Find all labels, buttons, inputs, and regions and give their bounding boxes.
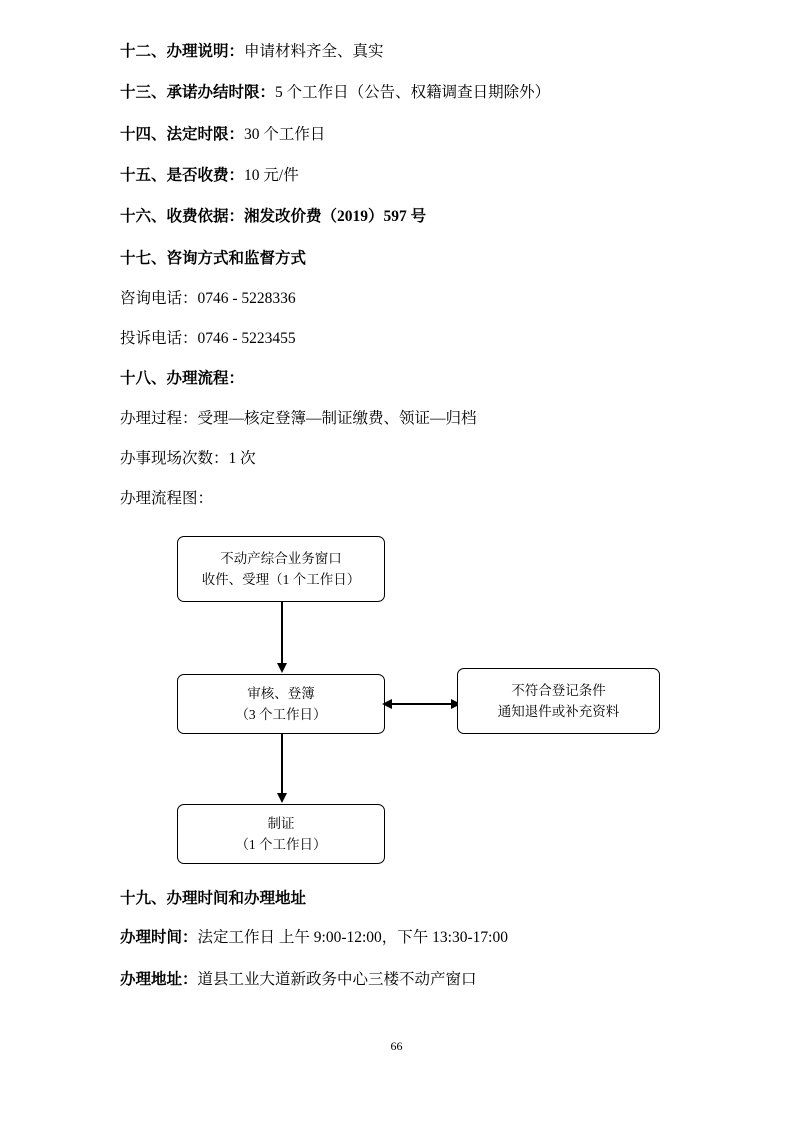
item-value: 30 个工作日	[244, 125, 326, 143]
arrow-receive-to-review	[281, 602, 283, 664]
item-value: 5 个工作日（公告、权籍调查日期除外）	[275, 84, 551, 102]
flow-node-reject-line2: 通知退件或补充资料	[497, 704, 620, 720]
office-address-row	[120, 968, 688, 991]
flow-node-reject-line1: 不符合登记条件	[511, 682, 606, 698]
item-label: 十六、收费依据：	[120, 208, 245, 225]
flow-node-review-line1: 审核、登簿	[247, 685, 315, 701]
flow-node-certificate	[177, 804, 385, 864]
item-value: 湘发改价费（2019）597 号	[244, 208, 427, 225]
flow-node-reject	[457, 668, 660, 734]
flow-node-review-line2: （3 个工作日）	[235, 707, 327, 723]
item-row	[120, 123, 688, 146]
arrow-review-reject	[392, 703, 451, 705]
contact-phone-line: 咨询电话：0746 - 5228336	[120, 290, 296, 308]
page-number: 66	[390, 1039, 403, 1053]
item-row	[120, 164, 688, 187]
item-value: 申请材料齐全、真实	[244, 43, 384, 60]
office-address-label: 办理地址：	[120, 970, 198, 988]
complaint-phone-line: 投诉电话：0746 - 5223455	[120, 330, 296, 348]
flow-node-certificate-line1: 制证	[267, 815, 295, 831]
contact-heading: 十七、咨询方式和监督方式	[120, 250, 307, 268]
flowchart-caption: 办理流程图：	[120, 490, 214, 508]
item-row	[120, 40, 688, 63]
office-address-value: 道县工业大道新政务中心三楼不动产窗口	[197, 970, 477, 988]
onsite-count-line: 办事现场次数：1 次	[120, 450, 256, 468]
flow-node-receive-line1: 不动产综合业务窗口	[220, 550, 342, 566]
item-row	[120, 81, 688, 104]
office-hours-label: 办理时间：	[120, 929, 198, 947]
item-label: 十四、法定时限：	[120, 125, 245, 143]
flow-node-receive-line2: 收件、受理（1 个工作日）	[201, 572, 361, 588]
item-label: 十三、承诺办结时限：	[120, 84, 276, 102]
item-label: 十二、办理说明：	[120, 43, 245, 60]
flowchart	[120, 526, 688, 886]
flow-node-review	[177, 674, 385, 734]
process-steps-line: 办理过程：受理—核定登簿—制证缴费、领证—归档	[120, 410, 477, 428]
flow-node-certificate-line2: （1 个工作日）	[235, 837, 327, 853]
item-label: 十五、是否收费：	[120, 166, 245, 184]
process-heading: 十八、办理流程：	[120, 370, 245, 388]
office-hours-value: 法定工作日 上午 9:00-12:00，下午 13:30-17:00	[197, 929, 508, 947]
office-hours-row	[120, 926, 688, 949]
item-row	[120, 205, 688, 228]
arrow-review-to-certificate	[281, 734, 283, 794]
item-value: 10 元/件	[244, 166, 299, 184]
flow-node-receive	[177, 536, 385, 602]
time-address-heading: 十九、办理时间和办理地址	[120, 890, 307, 908]
